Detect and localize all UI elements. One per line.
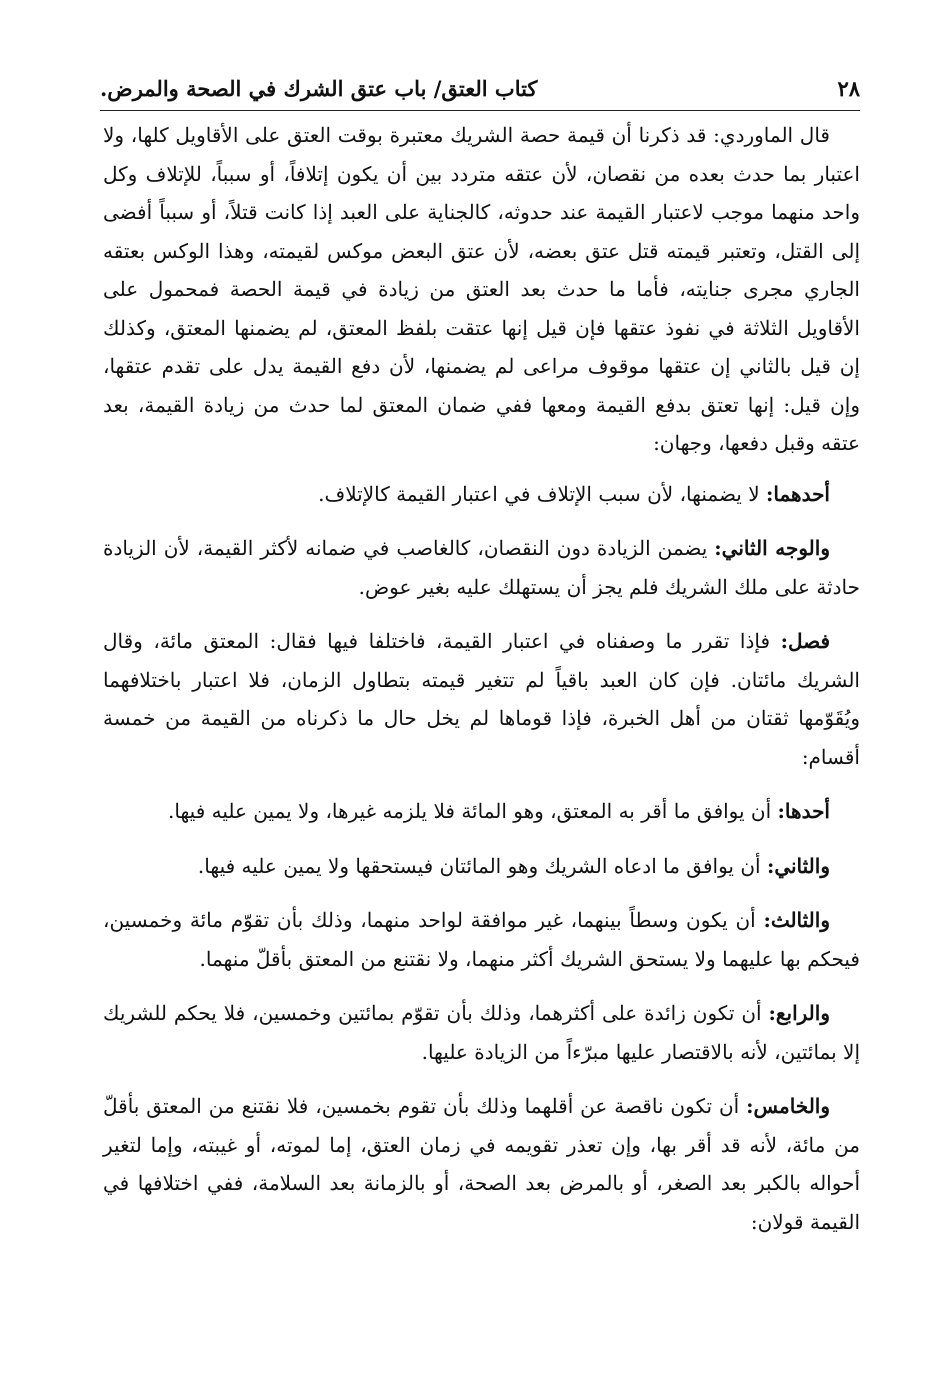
paragraph (103, 116, 860, 463)
paragraph-lead: والثالث: (763, 908, 830, 932)
paragraph-lead: والوجه الثاني: (714, 536, 830, 560)
paragraph-text: يضمن الزيادة دون النقصان، كالغاصب في ضمانه لأكثر القيمة، لأن الزيادة حادثة على ملك الشريك فلم يجز أن يستهلك عليه بغير عوض. (103, 536, 860, 599)
paragraph (103, 994, 860, 1071)
running-title: كتاب العتق/ باب عتق الشرك في الصحة والمرض. (100, 76, 538, 101)
body-text (103, 116, 860, 1257)
paragraph-text: فإذا تقرر ما وصفناه في اعتبار القيمة، فاختلفا فيها فقال: المعتق مائة، وقال الشريك مائتان. فإن كان العبد باقياً لم تتغير قيمته بتطاول الزمان، فلا اعتبار باختلافهما ويُقَوّمها ثقتان من أهل الخبرة، فإذا قوماها لم يخل حال ما ذكرناه من القيمة من خمسة أقسام: (103, 629, 860, 769)
paragraph (103, 847, 860, 886)
paragraph-lead: والخامس: (746, 1094, 830, 1118)
paragraph (103, 475, 860, 514)
page-header (100, 70, 860, 111)
paragraph-lead: فصل: (780, 629, 831, 653)
paragraph-lead: والرابع: (768, 1001, 830, 1025)
paragraph-text: أن تكون ناقصة عن أقلهما وذلك بأن تقوم بخمسين، فلا نقتنع من المعتق بأقلّ من مائة، لأنه قد أقر بها، وإن تعذر تقويمه في زمان العتق، إما لموته، أو غيبته، وإما لتغير أحواله بالكبر بعد الصغر، أو بالمرض بعد الصحة، أو بالزمانة بعد السلامة، ففي اختلافها في القيمة قولان: (103, 1094, 861, 1234)
paragraph-text: أن تكون زائدة على أكثرهما، وذلك بأن تقوّم بمائتين وخمسين، فلا يحكم للشريك إلا بمائتين، لأنه بالاقتصار عليها مبرّءاً من الزيادة عليها. (103, 1001, 860, 1064)
paragraph-lead: والثاني: (766, 853, 830, 878)
paragraph-text: لا يضمنها، لأن سبب الإتلاف في اعتبار القيمة كالإتلاف. (318, 481, 766, 506)
paragraph-text: أن يوافق ما ادعاه الشريك وهو المائتان فيستحقها ولا يمين عليه فيها. (197, 853, 767, 878)
page-number: ٢٨ (837, 76, 860, 101)
paragraph-text: قال الماوردي: قد ذكرنا أن قيمة حصة الشريك معتبرة بوقت العتق على الأقاويل كلها، ولا اعتبار بما حدث بعده من نقصان، لأن عتقه متردد بين أن يكون إتلافاً، أو سبباً، للإتلاف وكل واحد منهما موجب لاعتبار القيمة عند حدوثه، كالجناية على العبد إذا كانت قتلاً، أو سبباً أفضى إلى القتل، وتعتبر قيمته قتل عتق بعضه، لأن عتق البعض موكس لقيمته، وهذا الوكس بعتقه الجاري مجرى جنايته، فأما ما حدث بعد العتق من زيادة في قيمة الحصة فمحمول على الأقاويل الثلاثة في نفوذ عتقها فإن قيل إنها عتقت بلفظ المعتق، لم يضمنها المعتق، وكذلك إن قيل بالثاني إن عتقها موقوف مراعى لم يضمنها، لأن دفع القيمة يدل على تقدم عتقها، وإن قيل: إنها تعتق بدفع القيمة ومعها ففي ضمان المعتق لما حدث من زيادة القيمة، بعد عتقه وقبل دفعها، وجهان: (103, 123, 860, 455)
paragraph (103, 792, 860, 831)
paragraph (103, 901, 860, 978)
paragraph (103, 1087, 860, 1241)
paragraph-lead: أحدها: (777, 799, 830, 823)
paragraph (103, 529, 860, 606)
paragraph-text: أن يكون وسطاً بينهما، غير موافقة لواحد منهما، وذلك بأن تقوّم مائة وخمسين، فيحكم بها عليهما ولا يستحق الشريك أكثر منهما، ولا نقتنع من المعتق بأقلّ منهما. (103, 908, 860, 971)
paragraph-lead: أحدهما: (765, 481, 830, 506)
paragraph-text: أن يوافق ما أقر به المعتق، وهو المائة فلا يلزمه غيرها، ولا يمين عليه فيها. (168, 799, 778, 823)
paragraph (103, 622, 860, 776)
